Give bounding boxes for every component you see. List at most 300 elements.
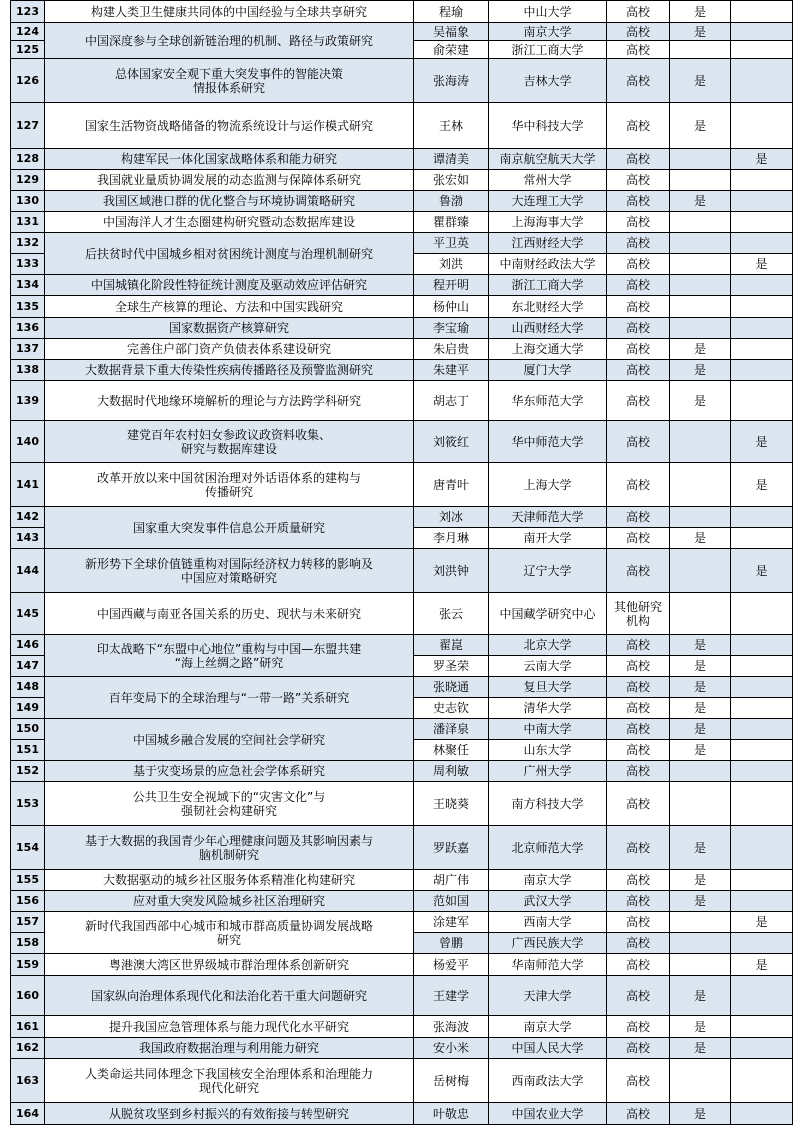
principal-name: 胡广伟 [414,870,489,891]
table-row [11,1103,793,1125]
org-type: 高校 [607,1,670,23]
organization: 中国藏学研究中心 [489,593,607,635]
principal-name: 曾鹏 [414,933,489,954]
org-type: 高校 [607,891,670,912]
project-title: 应对重大突发风险城乡社区治理研究 [45,891,414,912]
flag-column-1 [670,1059,731,1103]
org-type: 高校 [607,719,670,740]
org-type: 高校 [607,698,670,719]
organization: 中南财经政法大学 [489,254,607,275]
project-title: 粤港澳大湾区世界级城市群治理体系创新研究 [45,954,414,976]
flag-column-1: 是 [670,360,731,381]
flag-column-2 [731,976,793,1016]
table-row [11,463,793,507]
principal-name: 谭清美 [414,149,489,170]
table-row [11,826,793,870]
flag-column-2: 是 [731,549,793,593]
row-number: 133 [11,254,45,275]
flag-column-1 [670,296,731,318]
flag-column-2 [731,528,793,549]
organization: 中国人民大学 [489,1038,607,1059]
table-row [11,1059,793,1103]
org-type: 高校 [607,1059,670,1103]
org-type: 高校 [607,254,670,275]
row-number: 130 [11,191,45,212]
flag-column-1 [670,421,731,463]
project-title: 人类命运共同体理念下我国核安全治理体系和治理能力 现代化研究 [45,1059,414,1103]
flag-column-1 [670,170,731,191]
flag-column-1 [670,212,731,233]
flag-column-2 [731,719,793,740]
principal-name: 王晓葵 [414,782,489,826]
row-number: 145 [11,593,45,635]
flag-column-1 [670,912,731,933]
flag-column-1: 是 [670,339,731,360]
table-row [11,677,793,698]
row-number: 144 [11,549,45,593]
organization: 云南大学 [489,656,607,677]
organization: 华东师范大学 [489,381,607,421]
principal-name: 李月琳 [414,528,489,549]
principal-name: 潘泽泉 [414,719,489,740]
row-number: 142 [11,507,45,528]
flag-column-2 [731,103,793,149]
organization: 南京大学 [489,870,607,891]
project-title: 构建人类卫生健康共同体的中国经验与全球共享研究 [45,1,414,23]
project-title: 中国城镇化阶段性特征统计测度及驱动效应评估研究 [45,275,414,296]
flag-column-2 [731,677,793,698]
org-type: 高校 [607,740,670,761]
table-row [11,339,793,360]
organization: 中国农业大学 [489,1103,607,1125]
principal-name: 吴福象 [414,23,489,41]
org-type: 高校 [607,296,670,318]
project-title: 我国就业量质协调发展的动态监测与保障体系研究 [45,170,414,191]
row-number: 132 [11,233,45,254]
principal-name: 李宝瑜 [414,318,489,339]
org-type: 高校 [607,1016,670,1038]
flag-column-2 [731,698,793,719]
flag-column-2 [731,656,793,677]
organization: 浙江工商大学 [489,41,607,59]
table-row [11,507,793,528]
flag-column-1 [670,782,731,826]
principal-name: 平卫英 [414,233,489,254]
flag-column-1 [670,593,731,635]
principal-name: 程瑜 [414,1,489,23]
table-row [11,191,793,212]
flag-column-2 [731,870,793,891]
organization: 西南大学 [489,912,607,933]
organization: 浙江工商大学 [489,275,607,296]
flag-column-2 [731,170,793,191]
flag-column-2 [731,761,793,782]
row-number: 141 [11,463,45,507]
table-row [11,1038,793,1059]
flag-column-2 [731,1,793,23]
org-type: 高校 [607,656,670,677]
principal-name: 张晓通 [414,677,489,698]
organization: 天津大学 [489,976,607,1016]
organization: 南京大学 [489,1016,607,1038]
flag-column-1: 是 [670,976,731,1016]
org-type: 高校 [607,339,670,360]
flag-column-1 [670,254,731,275]
organization: 吉林大学 [489,59,607,103]
flag-column-2 [731,41,793,59]
project-title: 我国区域港口群的优化整合与环境协调策略研究 [45,191,414,212]
table-row [11,635,793,656]
principal-name: 罗圣荣 [414,656,489,677]
organization: 东北财经大学 [489,296,607,318]
row-number: 161 [11,1016,45,1038]
row-number: 134 [11,275,45,296]
flag-column-2 [731,740,793,761]
principal-name: 周利敏 [414,761,489,782]
row-number: 135 [11,296,45,318]
org-type: 高校 [607,381,670,421]
principal-name: 程开明 [414,275,489,296]
principal-name: 唐青叶 [414,463,489,507]
row-number: 156 [11,891,45,912]
flag-column-1 [670,275,731,296]
principal-name: 俞荣建 [414,41,489,59]
organization: 复旦大学 [489,677,607,698]
flag-column-2 [731,782,793,826]
principal-name: 刘洪 [414,254,489,275]
organization: 天津师范大学 [489,507,607,528]
row-number: 163 [11,1059,45,1103]
flag-column-2 [731,507,793,528]
project-title: 总体国家安全观下重大突发事件的智能决策 情报体系研究 [45,59,414,103]
org-type: 高校 [607,212,670,233]
project-title: 中国西藏与南亚各国关系的历史、现状与未来研究 [45,593,414,635]
principal-name: 刘筱红 [414,421,489,463]
flag-column-2 [731,233,793,254]
flag-column-1: 是 [670,103,731,149]
project-title: 大数据时代地缘环境解析的理论与方法跨学科研究 [45,381,414,421]
org-type: 高校 [607,103,670,149]
principal-name: 朱建平 [414,360,489,381]
row-number: 146 [11,635,45,656]
flag-column-1: 是 [670,891,731,912]
flag-column-1 [670,761,731,782]
principal-name: 杨爱平 [414,954,489,976]
organization: 辽宁大学 [489,549,607,593]
table-row [11,23,793,41]
org-type: 高校 [607,826,670,870]
org-type: 高校 [607,191,670,212]
org-type: 高校 [607,528,670,549]
project-title: 大数据背景下重大传染性疾病传播路径及预警监测研究 [45,360,414,381]
flag-column-1 [670,463,731,507]
row-number: 160 [11,976,45,1016]
organization: 南开大学 [489,528,607,549]
table-row [11,170,793,191]
project-title: 中国海洋人才生态圈建构研究暨动态数据库建设 [45,212,414,233]
row-number: 123 [11,1,45,23]
flag-column-1: 是 [670,1038,731,1059]
flag-column-1: 是 [670,59,731,103]
principal-name: 杨仲山 [414,296,489,318]
principal-name: 王建学 [414,976,489,1016]
org-type: 高校 [607,233,670,254]
flag-column-1: 是 [670,870,731,891]
project-title: 国家纵向治理体系现代化和法治化若干重大问题研究 [45,976,414,1016]
row-number: 149 [11,698,45,719]
org-type: 高校 [607,954,670,976]
row-number: 139 [11,381,45,421]
flag-column-2: 是 [731,912,793,933]
flag-column-2 [731,1038,793,1059]
organization: 南方科技大学 [489,782,607,826]
org-type: 高校 [607,549,670,593]
org-type: 高校 [607,59,670,103]
org-type: 高校 [607,149,670,170]
org-type: 高校 [607,421,670,463]
flag-column-1: 是 [670,719,731,740]
flag-column-2 [731,1103,793,1125]
flag-column-1: 是 [670,381,731,421]
organization: 华南师范大学 [489,954,607,976]
flag-column-2 [731,212,793,233]
row-number: 129 [11,170,45,191]
table-row [11,891,793,912]
org-type: 高校 [607,318,670,339]
table-row [11,296,793,318]
table-row [11,719,793,740]
principal-name: 胡志丁 [414,381,489,421]
flag-column-2 [731,296,793,318]
org-type: 高校 [607,41,670,59]
row-number: 127 [11,103,45,149]
table-row [11,360,793,381]
project-table [10,0,793,1125]
organization: 广西民族大学 [489,933,607,954]
row-number: 151 [11,740,45,761]
project-title: 国家重大突发事件信息公开质量研究 [45,507,414,549]
flag-column-2 [731,275,793,296]
flag-column-2 [731,360,793,381]
project-title: 新形势下全球价值链重构对国际经济权力转移的影响及 中国应对策略研究 [45,549,414,593]
flag-column-1: 是 [670,677,731,698]
organization: 北京师范大学 [489,826,607,870]
row-number: 154 [11,826,45,870]
flag-column-1: 是 [670,826,731,870]
table-row [11,870,793,891]
flag-column-1: 是 [670,1016,731,1038]
project-title: 新时代我国西部中心城市和城市群高质量协调发展战略 研究 [45,912,414,954]
flag-column-1 [670,507,731,528]
table-row [11,782,793,826]
flag-column-1: 是 [670,656,731,677]
project-title: 基于灾变场景的应急社会学体系研究 [45,761,414,782]
org-type: 其他研究机构 [607,593,670,635]
organization: 北京大学 [489,635,607,656]
org-type: 高校 [607,275,670,296]
project-title: 大数据驱动的城乡社区服务体系精准化构建研究 [45,870,414,891]
table-row [11,275,793,296]
row-number: 138 [11,360,45,381]
flag-column-2: 是 [731,954,793,976]
row-number: 140 [11,421,45,463]
row-number: 164 [11,1103,45,1125]
org-type: 高校 [607,761,670,782]
project-title: 印太战略下“东盟中心地位”重构与中国—东盟共建 “海上丝绸之路”研究 [45,635,414,677]
flag-column-2 [731,635,793,656]
project-title: 构建军民一体化国家战略体系和能力研究 [45,149,414,170]
project-title: 后扶贫时代中国城乡相对贫困统计测度与治理机制研究 [45,233,414,275]
project-title: 中国深度参与全球创新链治理的机制、路径与政策研究 [45,23,414,59]
flag-column-1: 是 [670,740,731,761]
org-type: 高校 [607,782,670,826]
principal-name: 张海波 [414,1016,489,1038]
flag-column-2 [731,339,793,360]
row-number: 158 [11,933,45,954]
row-number: 128 [11,149,45,170]
project-title: 基于大数据的我国青少年心理健康问题及其影响因素与 脑机制研究 [45,826,414,870]
org-type: 高校 [607,677,670,698]
row-number: 131 [11,212,45,233]
project-title: 全球生产核算的理论、方法和中国实践研究 [45,296,414,318]
row-number: 148 [11,677,45,698]
organization: 武汉大学 [489,891,607,912]
row-number: 143 [11,528,45,549]
org-type: 高校 [607,912,670,933]
flag-column-1: 是 [670,1103,731,1125]
principal-name: 鲁渤 [414,191,489,212]
row-number: 157 [11,912,45,933]
flag-column-2: 是 [731,421,793,463]
principal-name: 刘冰 [414,507,489,528]
flag-column-2 [731,933,793,954]
flag-column-1 [670,41,731,59]
row-number: 150 [11,719,45,740]
table-row [11,212,793,233]
flag-column-2: 是 [731,254,793,275]
org-type: 高校 [607,360,670,381]
organization: 广州大学 [489,761,607,782]
flag-column-2: 是 [731,463,793,507]
flag-column-1: 是 [670,23,731,41]
flag-column-1 [670,318,731,339]
flag-column-1: 是 [670,635,731,656]
table-row [11,318,793,339]
table-row [11,1016,793,1038]
table-row [11,421,793,463]
table-row [11,233,793,254]
table-row [11,149,793,170]
flag-column-1: 是 [670,1,731,23]
row-number: 159 [11,954,45,976]
project-title: 从脱贫攻坚到乡村振兴的有效衔接与转型研究 [45,1103,414,1125]
row-number: 152 [11,761,45,782]
project-title: 中国城乡融合发展的空间社会学研究 [45,719,414,761]
flag-column-2 [731,1016,793,1038]
principal-name: 岳树梅 [414,1059,489,1103]
table-row [11,103,793,149]
row-number: 162 [11,1038,45,1059]
principal-name: 涂建军 [414,912,489,933]
table-row [11,1,793,23]
org-type: 高校 [607,976,670,1016]
project-title: 国家数据资产核算研究 [45,318,414,339]
organization: 厦门大学 [489,360,607,381]
organization: 西南政法大学 [489,1059,607,1103]
flag-column-1 [670,954,731,976]
organization: 南京大学 [489,23,607,41]
flag-column-2 [731,23,793,41]
flag-column-1: 是 [670,528,731,549]
organization: 山西财经大学 [489,318,607,339]
row-number: 124 [11,23,45,41]
flag-column-2 [731,891,793,912]
organization: 清华大学 [489,698,607,719]
flag-column-1: 是 [670,698,731,719]
flag-column-2 [731,381,793,421]
project-title: 公共卫生安全视域下的“灾害文化”与 强韧社会构建研究 [45,782,414,826]
organization: 山东大学 [489,740,607,761]
flag-column-1: 是 [670,191,731,212]
project-title: 建党百年农村妇女参政议政资料收集、 研究与数据库建设 [45,421,414,463]
principal-name: 安小米 [414,1038,489,1059]
org-type: 高校 [607,23,670,41]
org-type: 高校 [607,463,670,507]
flag-column-1 [670,549,731,593]
principal-name: 张海涛 [414,59,489,103]
flag-column-2 [731,318,793,339]
principal-name: 史志钦 [414,698,489,719]
project-title: 完善住户部门资产负债表体系建设研究 [45,339,414,360]
org-type: 高校 [607,507,670,528]
organization: 中山大学 [489,1,607,23]
flag-column-1 [670,233,731,254]
project-title: 国家生活物资战略储备的物流系统设计与运作模式研究 [45,103,414,149]
principal-name: 叶敬忠 [414,1103,489,1125]
table-row [11,761,793,782]
row-number: 155 [11,870,45,891]
organization: 常州大学 [489,170,607,191]
principal-name: 张宏如 [414,170,489,191]
table-row [11,912,793,933]
organization: 大连理工大学 [489,191,607,212]
org-type: 高校 [607,870,670,891]
row-number: 125 [11,41,45,59]
organization: 华中师范大学 [489,421,607,463]
flag-column-1 [670,933,731,954]
principal-name: 张云 [414,593,489,635]
org-type: 高校 [607,1038,670,1059]
row-number: 137 [11,339,45,360]
row-number: 126 [11,59,45,103]
organization: 上海交通大学 [489,339,607,360]
flag-column-2 [731,826,793,870]
project-title: 我国政府数据治理与利用能力研究 [45,1038,414,1059]
row-number: 136 [11,318,45,339]
table-row [11,59,793,103]
flag-column-2 [731,191,793,212]
principal-name: 翟崑 [414,635,489,656]
flag-column-2 [731,1059,793,1103]
table-row [11,593,793,635]
principal-name: 瞿群臻 [414,212,489,233]
org-type: 高校 [607,933,670,954]
table-row [11,954,793,976]
principal-name: 林聚任 [414,740,489,761]
org-type: 高校 [607,635,670,656]
principal-name: 罗跃嘉 [414,826,489,870]
row-number: 153 [11,782,45,826]
